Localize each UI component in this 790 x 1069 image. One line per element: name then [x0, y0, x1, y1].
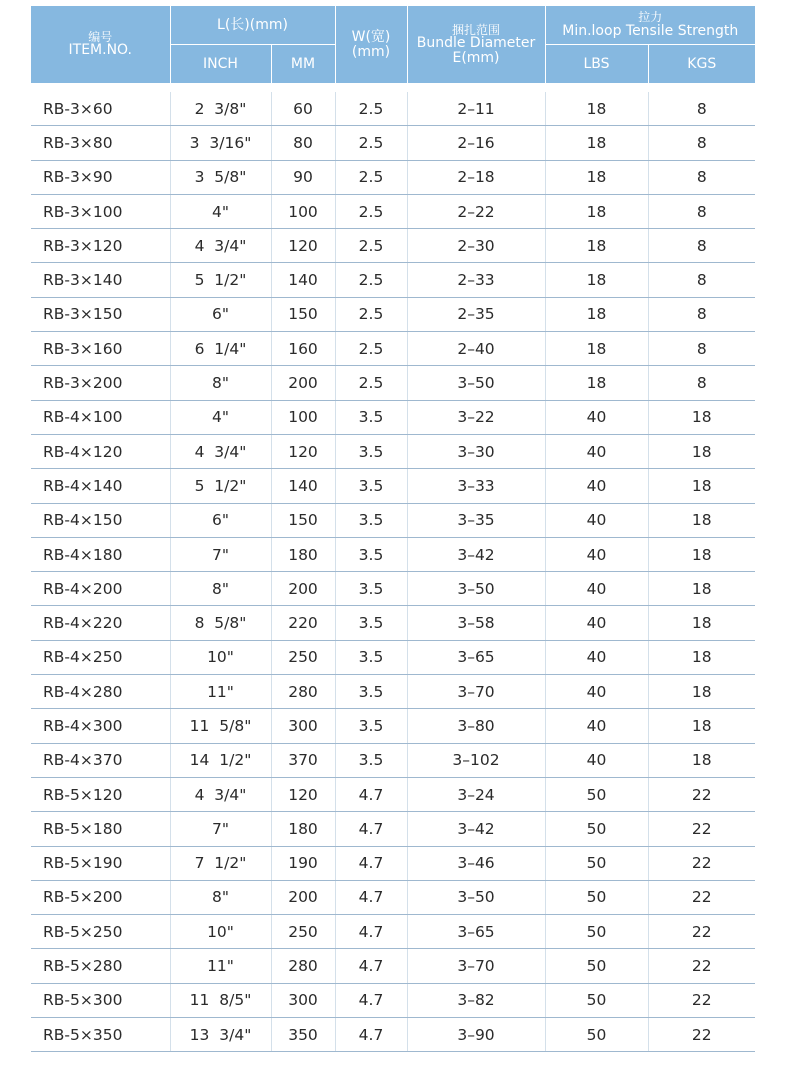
cell-bundle-diameter: 3–46: [407, 846, 545, 880]
cell-length-mm: 200: [271, 572, 335, 606]
cell-length-inch: 4 3/4": [170, 777, 271, 811]
cell-length-mm: 280: [271, 675, 335, 709]
table-row: [31, 812, 755, 846]
header-tensile-en: Min.loop Tensile Strength: [562, 22, 739, 39]
cell-tensile-lbs: 40: [545, 537, 648, 571]
cell-length-inch: 7 1/2": [170, 846, 271, 880]
cell-bundle-diameter: 2–30: [407, 229, 545, 263]
cell-tensile-kgs: 18: [648, 606, 755, 640]
table-row: [31, 469, 755, 503]
cell-width: 3.5: [335, 675, 407, 709]
cell-length-mm: 200: [271, 880, 335, 914]
cell-length-mm: 200: [271, 366, 335, 400]
table-row: [31, 537, 755, 571]
cell-width: 2.5: [335, 160, 407, 194]
table-row: [31, 640, 755, 674]
cell-bundle-diameter: 3–102: [407, 743, 545, 777]
cell-length-inch: 4 3/4": [170, 434, 271, 468]
cell-tensile-kgs: 8: [648, 194, 755, 228]
cell-bundle-diameter: 2–35: [407, 297, 545, 331]
header-tensile-strength: [545, 6, 755, 45]
cell-item: RB-4×120: [31, 434, 170, 468]
cell-length-mm: 190: [271, 846, 335, 880]
cell-length-mm: 250: [271, 640, 335, 674]
cell-tensile-kgs: 8: [648, 229, 755, 263]
cell-bundle-diameter: 3–50: [407, 366, 545, 400]
spec-table: [31, 6, 755, 1052]
header-width-label: W(宽): [351, 28, 391, 45]
cell-width: 2.5: [335, 332, 407, 366]
cell-length-inch: 8": [170, 880, 271, 914]
table-body: [31, 84, 755, 1052]
cell-length-mm: 60: [271, 92, 335, 126]
cell-length-inch: 10": [170, 915, 271, 949]
cell-tensile-kgs: 22: [648, 915, 755, 949]
cell-tensile-kgs: 18: [648, 469, 755, 503]
cell-length-mm: 120: [271, 229, 335, 263]
cell-width: 3.5: [335, 434, 407, 468]
cell-bundle-diameter: 2–16: [407, 126, 545, 160]
cell-width: 3.5: [335, 572, 407, 606]
cell-bundle-diameter: 3–30: [407, 434, 545, 468]
header-length-label: L(长)(mm): [217, 16, 288, 33]
cell-length-mm: 90: [271, 160, 335, 194]
cell-width: 4.7: [335, 846, 407, 880]
cell-tensile-kgs: 22: [648, 777, 755, 811]
table-row: [31, 160, 755, 194]
cell-length-mm: 140: [271, 469, 335, 503]
cell-tensile-kgs: 18: [648, 400, 755, 434]
cell-bundle-diameter: 3–65: [407, 640, 545, 674]
cell-item: RB-4×300: [31, 709, 170, 743]
cell-length-mm: 250: [271, 915, 335, 949]
cell-bundle-diameter: 3–42: [407, 812, 545, 846]
cell-item: RB-3×100: [31, 194, 170, 228]
cell-tensile-lbs: 18: [545, 297, 648, 331]
table-header: [31, 6, 755, 84]
cell-item: RB-5×200: [31, 880, 170, 914]
cell-item: RB-4×250: [31, 640, 170, 674]
cell-bundle-diameter: 3–22: [407, 400, 545, 434]
cell-item: RB-4×220: [31, 606, 170, 640]
cell-item: RB-5×300: [31, 983, 170, 1017]
header-bundle-unit: E(mm): [452, 49, 500, 66]
cell-item: RB-3×80: [31, 126, 170, 160]
cell-bundle-diameter: 3–70: [407, 949, 545, 983]
cell-length-mm: 150: [271, 297, 335, 331]
cell-width: 4.7: [335, 915, 407, 949]
cell-tensile-lbs: 40: [545, 640, 648, 674]
cell-tensile-lbs: 40: [545, 434, 648, 468]
cell-tensile-lbs: 50: [545, 812, 648, 846]
table-row: [31, 194, 755, 228]
table-row: [31, 606, 755, 640]
cell-bundle-diameter: 2–40: [407, 332, 545, 366]
spec-table-container: [31, 6, 755, 1052]
cell-width: 2.5: [335, 92, 407, 126]
cell-length-mm: 120: [271, 777, 335, 811]
cell-tensile-lbs: 40: [545, 572, 648, 606]
cell-length-mm: 370: [271, 743, 335, 777]
cell-length-mm: 300: [271, 983, 335, 1017]
cell-tensile-lbs: 40: [545, 400, 648, 434]
cell-tensile-lbs: 40: [545, 503, 648, 537]
header-tensile-kgs: KGS: [648, 45, 755, 84]
cell-item: RB-5×250: [31, 915, 170, 949]
table-row: [31, 126, 755, 160]
cell-length-inch: 6 1/4": [170, 332, 271, 366]
cell-item: RB-3×60: [31, 92, 170, 126]
cell-length-mm: 180: [271, 537, 335, 571]
cell-tensile-lbs: 50: [545, 777, 648, 811]
cell-bundle-diameter: 3–24: [407, 777, 545, 811]
cell-length-inch: 11 5/8": [170, 709, 271, 743]
table-row: [31, 572, 755, 606]
table-row: [31, 1018, 755, 1052]
cell-tensile-kgs: 8: [648, 366, 755, 400]
cell-length-inch: 8": [170, 366, 271, 400]
table-row: [31, 880, 755, 914]
table-row: [31, 366, 755, 400]
cell-width: 2.5: [335, 297, 407, 331]
cell-length-inch: 2 3/8": [170, 92, 271, 126]
cell-tensile-lbs: 18: [545, 160, 648, 194]
cell-length-mm: 100: [271, 400, 335, 434]
cell-tensile-lbs: 50: [545, 915, 648, 949]
cell-tensile-lbs: 18: [545, 92, 648, 126]
cell-length-inch: 14 1/2": [170, 743, 271, 777]
cell-item: RB-4×200: [31, 572, 170, 606]
cell-item: RB-5×120: [31, 777, 170, 811]
header-spacer: [31, 84, 755, 93]
cell-item: RB-3×150: [31, 297, 170, 331]
cell-length-mm: 300: [271, 709, 335, 743]
table-row: [31, 434, 755, 468]
cell-length-mm: 150: [271, 503, 335, 537]
cell-length-mm: 80: [271, 126, 335, 160]
cell-length-mm: 160: [271, 332, 335, 366]
cell-length-inch: 8": [170, 572, 271, 606]
table-row: [31, 675, 755, 709]
cell-length-inch: 13 3/4": [170, 1018, 271, 1052]
header-item-no: [31, 6, 170, 84]
cell-length-inch: 4 3/4": [170, 229, 271, 263]
cell-length-mm: 140: [271, 263, 335, 297]
cell-length-mm: 350: [271, 1018, 335, 1052]
cell-length-mm: 120: [271, 434, 335, 468]
cell-item: RB-3×140: [31, 263, 170, 297]
cell-tensile-lbs: 18: [545, 126, 648, 160]
cell-tensile-lbs: 40: [545, 606, 648, 640]
table-row: [31, 846, 755, 880]
cell-bundle-diameter: 3–35: [407, 503, 545, 537]
cell-width: 2.5: [335, 194, 407, 228]
cell-item: RB-4×150: [31, 503, 170, 537]
header-length: [170, 6, 335, 45]
cell-item: RB-3×200: [31, 366, 170, 400]
cell-bundle-diameter: 2–18: [407, 160, 545, 194]
cell-width: 4.7: [335, 880, 407, 914]
header-width: [335, 6, 407, 84]
cell-tensile-lbs: 50: [545, 949, 648, 983]
cell-tensile-kgs: 18: [648, 537, 755, 571]
table-row: [31, 777, 755, 811]
cell-length-mm: 280: [271, 949, 335, 983]
cell-length-inch: 4": [170, 400, 271, 434]
header-width-unit: (mm): [351, 43, 391, 60]
cell-bundle-diameter: 3–90: [407, 1018, 545, 1052]
cell-tensile-kgs: 8: [648, 160, 755, 194]
cell-item: RB-4×280: [31, 675, 170, 709]
cell-bundle-diameter: 3–50: [407, 880, 545, 914]
cell-width: 3.5: [335, 640, 407, 674]
cell-tensile-lbs: 40: [545, 709, 648, 743]
cell-length-inch: 8 5/8": [170, 606, 271, 640]
cell-item: RB-5×190: [31, 846, 170, 880]
cell-tensile-kgs: 18: [648, 572, 755, 606]
table-row: [31, 332, 755, 366]
cell-width: 3.5: [335, 606, 407, 640]
cell-tensile-lbs: 18: [545, 332, 648, 366]
cell-bundle-diameter: 2–22: [407, 194, 545, 228]
cell-length-inch: 10": [170, 640, 271, 674]
header-bundle-diameter: [407, 6, 545, 84]
cell-tensile-kgs: 18: [648, 640, 755, 674]
cell-width: 2.5: [335, 366, 407, 400]
cell-width: 3.5: [335, 400, 407, 434]
cell-width: 2.5: [335, 126, 407, 160]
cell-width: 2.5: [335, 263, 407, 297]
cell-bundle-diameter: 3–33: [407, 469, 545, 503]
cell-length-inch: 11": [170, 949, 271, 983]
cell-width: 3.5: [335, 537, 407, 571]
cell-length-mm: 220: [271, 606, 335, 640]
table-row: [31, 297, 755, 331]
header-bundle-cn: 捆扎范围: [451, 22, 500, 37]
cell-length-mm: 180: [271, 812, 335, 846]
cell-tensile-kgs: 22: [648, 949, 755, 983]
cell-item: RB-4×370: [31, 743, 170, 777]
cell-tensile-lbs: 40: [545, 743, 648, 777]
cell-tensile-kgs: 22: [648, 983, 755, 1017]
cell-length-mm: 100: [271, 194, 335, 228]
cell-bundle-diameter: 2–11: [407, 92, 545, 126]
cell-width: 3.5: [335, 503, 407, 537]
cell-tensile-kgs: 8: [648, 92, 755, 126]
cell-length-inch: 11 8/5": [170, 983, 271, 1017]
cell-tensile-kgs: 8: [648, 126, 755, 160]
cell-width: 4.7: [335, 983, 407, 1017]
cell-length-inch: 11": [170, 675, 271, 709]
cell-length-inch: 3 5/8": [170, 160, 271, 194]
table-row: [31, 503, 755, 537]
cell-bundle-diameter: 2–33: [407, 263, 545, 297]
cell-length-inch: 5 1/2": [170, 469, 271, 503]
cell-item: RB-5×280: [31, 949, 170, 983]
cell-length-inch: 5 1/2": [170, 263, 271, 297]
cell-tensile-kgs: 18: [648, 743, 755, 777]
header-item-cn: 编号: [88, 29, 113, 44]
cell-length-inch: 6": [170, 297, 271, 331]
cell-tensile-lbs: 50: [545, 846, 648, 880]
cell-width: 2.5: [335, 229, 407, 263]
header-item-en: ITEM.NO.: [68, 42, 132, 59]
table-row: [31, 949, 755, 983]
cell-tensile-lbs: 40: [545, 675, 648, 709]
header-spacer-cell: [31, 84, 755, 93]
cell-tensile-lbs: 18: [545, 263, 648, 297]
table-row: [31, 92, 755, 126]
cell-tensile-kgs: 8: [648, 332, 755, 366]
header-tensile-lbs: LBS: [545, 45, 648, 84]
cell-bundle-diameter: 3–50: [407, 572, 545, 606]
cell-width: 3.5: [335, 743, 407, 777]
cell-tensile-lbs: 18: [545, 366, 648, 400]
table-row: [31, 983, 755, 1017]
cell-bundle-diameter: 3–42: [407, 537, 545, 571]
cell-length-inch: 7": [170, 537, 271, 571]
cell-tensile-lbs: 50: [545, 880, 648, 914]
cell-item: RB-5×350: [31, 1018, 170, 1052]
header-length-inch: INCH: [170, 45, 271, 84]
cell-item: RB-3×160: [31, 332, 170, 366]
cell-item: RB-5×180: [31, 812, 170, 846]
cell-tensile-kgs: 18: [648, 709, 755, 743]
cell-tensile-lbs: 50: [545, 1018, 648, 1052]
cell-tensile-kgs: 22: [648, 880, 755, 914]
cell-tensile-kgs: 18: [648, 434, 755, 468]
header-length-mm: MM: [271, 45, 335, 84]
cell-tensile-kgs: 18: [648, 675, 755, 709]
cell-tensile-kgs: 22: [648, 812, 755, 846]
cell-tensile-kgs: 8: [648, 297, 755, 331]
cell-width: 3.5: [335, 709, 407, 743]
cell-item: RB-4×180: [31, 537, 170, 571]
table-row: [31, 709, 755, 743]
cell-tensile-kgs: 18: [648, 503, 755, 537]
header-bundle-en: Bundle Diameter: [416, 35, 536, 52]
cell-bundle-diameter: 3–65: [407, 915, 545, 949]
cell-tensile-lbs: 40: [545, 469, 648, 503]
cell-bundle-diameter: 3–82: [407, 983, 545, 1017]
cell-width: 4.7: [335, 812, 407, 846]
table-row: [31, 263, 755, 297]
cell-length-inch: 3 3/16": [170, 126, 271, 160]
cell-item: RB-4×140: [31, 469, 170, 503]
cell-width: 4.7: [335, 777, 407, 811]
cell-tensile-lbs: 18: [545, 229, 648, 263]
cell-tensile-kgs: 8: [648, 263, 755, 297]
cell-tensile-lbs: 18: [545, 194, 648, 228]
cell-tensile-kgs: 22: [648, 846, 755, 880]
header-tensile-cn: 拉力: [638, 10, 663, 25]
cell-length-inch: 6": [170, 503, 271, 537]
cell-width: 4.7: [335, 1018, 407, 1052]
cell-item: RB-3×90: [31, 160, 170, 194]
cell-bundle-diameter: 3–58: [407, 606, 545, 640]
cell-length-inch: 7": [170, 812, 271, 846]
cell-tensile-kgs: 22: [648, 1018, 755, 1052]
cell-item: RB-3×120: [31, 229, 170, 263]
cell-bundle-diameter: 3–70: [407, 675, 545, 709]
cell-item: RB-4×100: [31, 400, 170, 434]
table-row: [31, 400, 755, 434]
table-row: [31, 229, 755, 263]
cell-width: 3.5: [335, 469, 407, 503]
cell-tensile-lbs: 50: [545, 983, 648, 1017]
table-row: [31, 915, 755, 949]
table-row: [31, 743, 755, 777]
cell-length-inch: 4": [170, 194, 271, 228]
cell-bundle-diameter: 3–80: [407, 709, 545, 743]
cell-width: 4.7: [335, 949, 407, 983]
